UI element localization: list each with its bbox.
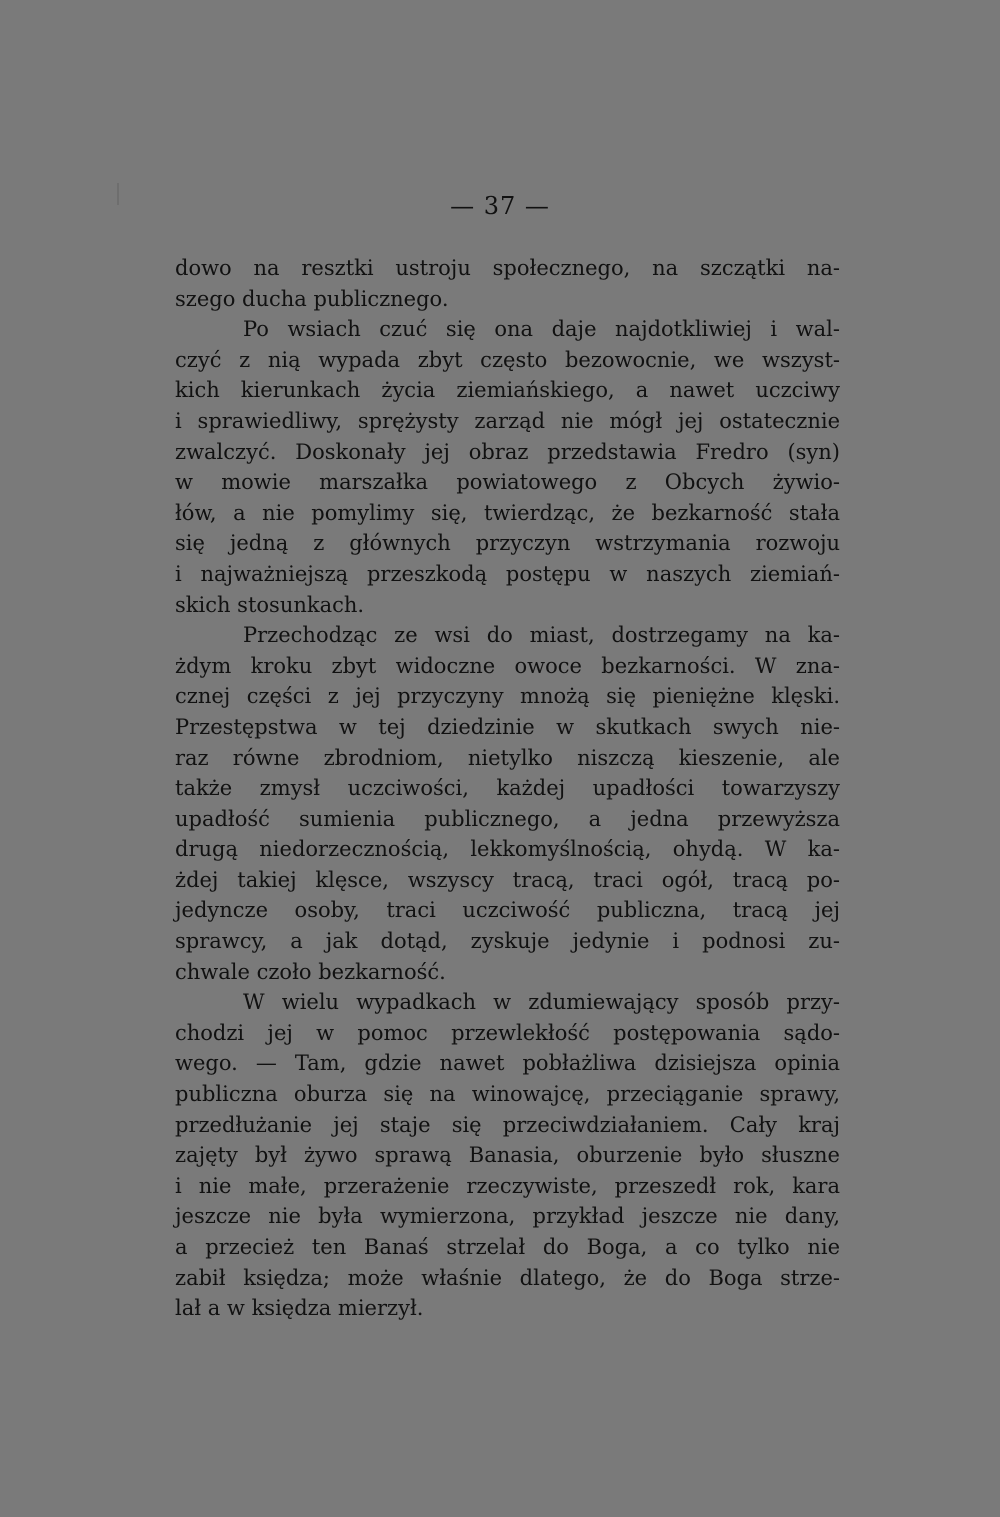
text-line: publiczna oburza się na winowajcę, przeciąganie sprawy, [175, 1082, 840, 1107]
text-line: szego ducha publicznego. [175, 286, 449, 311]
text-line: przedłużanie jej staje się przeciwdziałaniem. Cały kraj [175, 1112, 840, 1137]
text-line: dowo na resztki ustroju społecznego, na szczątki na- [175, 256, 840, 280]
text-line: żdej takiej klęsce, wszyscy tracą, traci ogół, tracą po- [175, 867, 840, 892]
text-line: sprawcy, a jak dotąd, zyskuje jedynie i podnosi zu- [175, 929, 840, 954]
text-line: Przechodząc ze wsi do miast, dostrzegamy na ka- [243, 623, 840, 648]
text-line: raz równe zbrodniom, nietylko niszczą kieszenie, ale [175, 745, 840, 770]
text-line: i nie małe, przerażenie rzeczywiste, przeszedł rok, kara [175, 1173, 840, 1198]
text-line: się jedną z głównych przyczyn wstrzymania rozwoju [175, 531, 840, 556]
text-line: wego. — Tam, gdzie nawet pobłażliwa dzisiejsza opinia [175, 1051, 840, 1076]
text-line: kich kierunkach życia ziemiańskiego, a nawet uczciwy [175, 378, 840, 403]
text-line: chodzi jej w pomoc przewlekłość postępowania sądo- [175, 1020, 840, 1045]
text-line: Przestępstwa w tej dziedzinie w skutkach swych nie- [175, 714, 840, 739]
text-line: łów, a nie pomylimy się, twierdząc, że bezkarność stała [175, 500, 840, 525]
body-text [175, 253, 840, 1324]
text-line: i sprawiedliwy, sprężysty zarząd nie mógł jej ostatecznie [175, 408, 840, 433]
text-line: jedyncze osoby, traci uczciwość publiczna, tracą jej [175, 898, 840, 923]
text-line: Po wsiach czuć się ona daje najdotkliwiej i wal- [243, 317, 840, 342]
text-line: zabił księdza; może właśnie dlatego, że do Boga strze- [175, 1265, 840, 1290]
text-line: żdym kroku zbyt widoczne owoce bezkarności. W zna- [175, 653, 840, 678]
text-line: zajęty był żywo sprawą Banasia, oburzenie było słuszne [175, 1143, 840, 1168]
text-line: cznej części z jej przyczyny mnożą się pieniężne klęski. [175, 684, 840, 709]
text-line: upadłość sumienia publicznego, a jedna przewyższa [175, 806, 840, 831]
text-line: drugą niedorzecznością, lekkomyślnością, ohydą. W ka- [175, 837, 840, 862]
text-line: zwalczyć. Doskonały jej obraz przedstawia Fredro (syn) [175, 439, 840, 464]
text-line: chwale czoło bezkarność. [175, 959, 446, 984]
text-line: W wielu wypadkach w zdumiewający sposób przy- [243, 990, 840, 1015]
text-line: skich stosunkach. [175, 592, 365, 617]
text-line: jeszcze nie była wymierzona, przykład jeszcze nie dany, [175, 1204, 840, 1229]
text-line: także zmysł uczciwości, każdej upadłości towarzyszy [175, 776, 840, 801]
text-line: i najważniejszą przeszkodą postępu w naszych ziemiań- [175, 561, 840, 586]
page-number: — 37 — [450, 192, 550, 220]
text-line: w mowie marszałka powiatowego z Obcych żywio- [175, 470, 840, 495]
text-line: czyć z nią wypada zbyt często bezowocnie, we wszyst- [175, 347, 840, 372]
text-line: a przecież ten Banaś strzelał do Boga, a co tylko nie [175, 1235, 840, 1259]
text-line: lał a w księdza mierzył. [175, 1296, 424, 1321]
